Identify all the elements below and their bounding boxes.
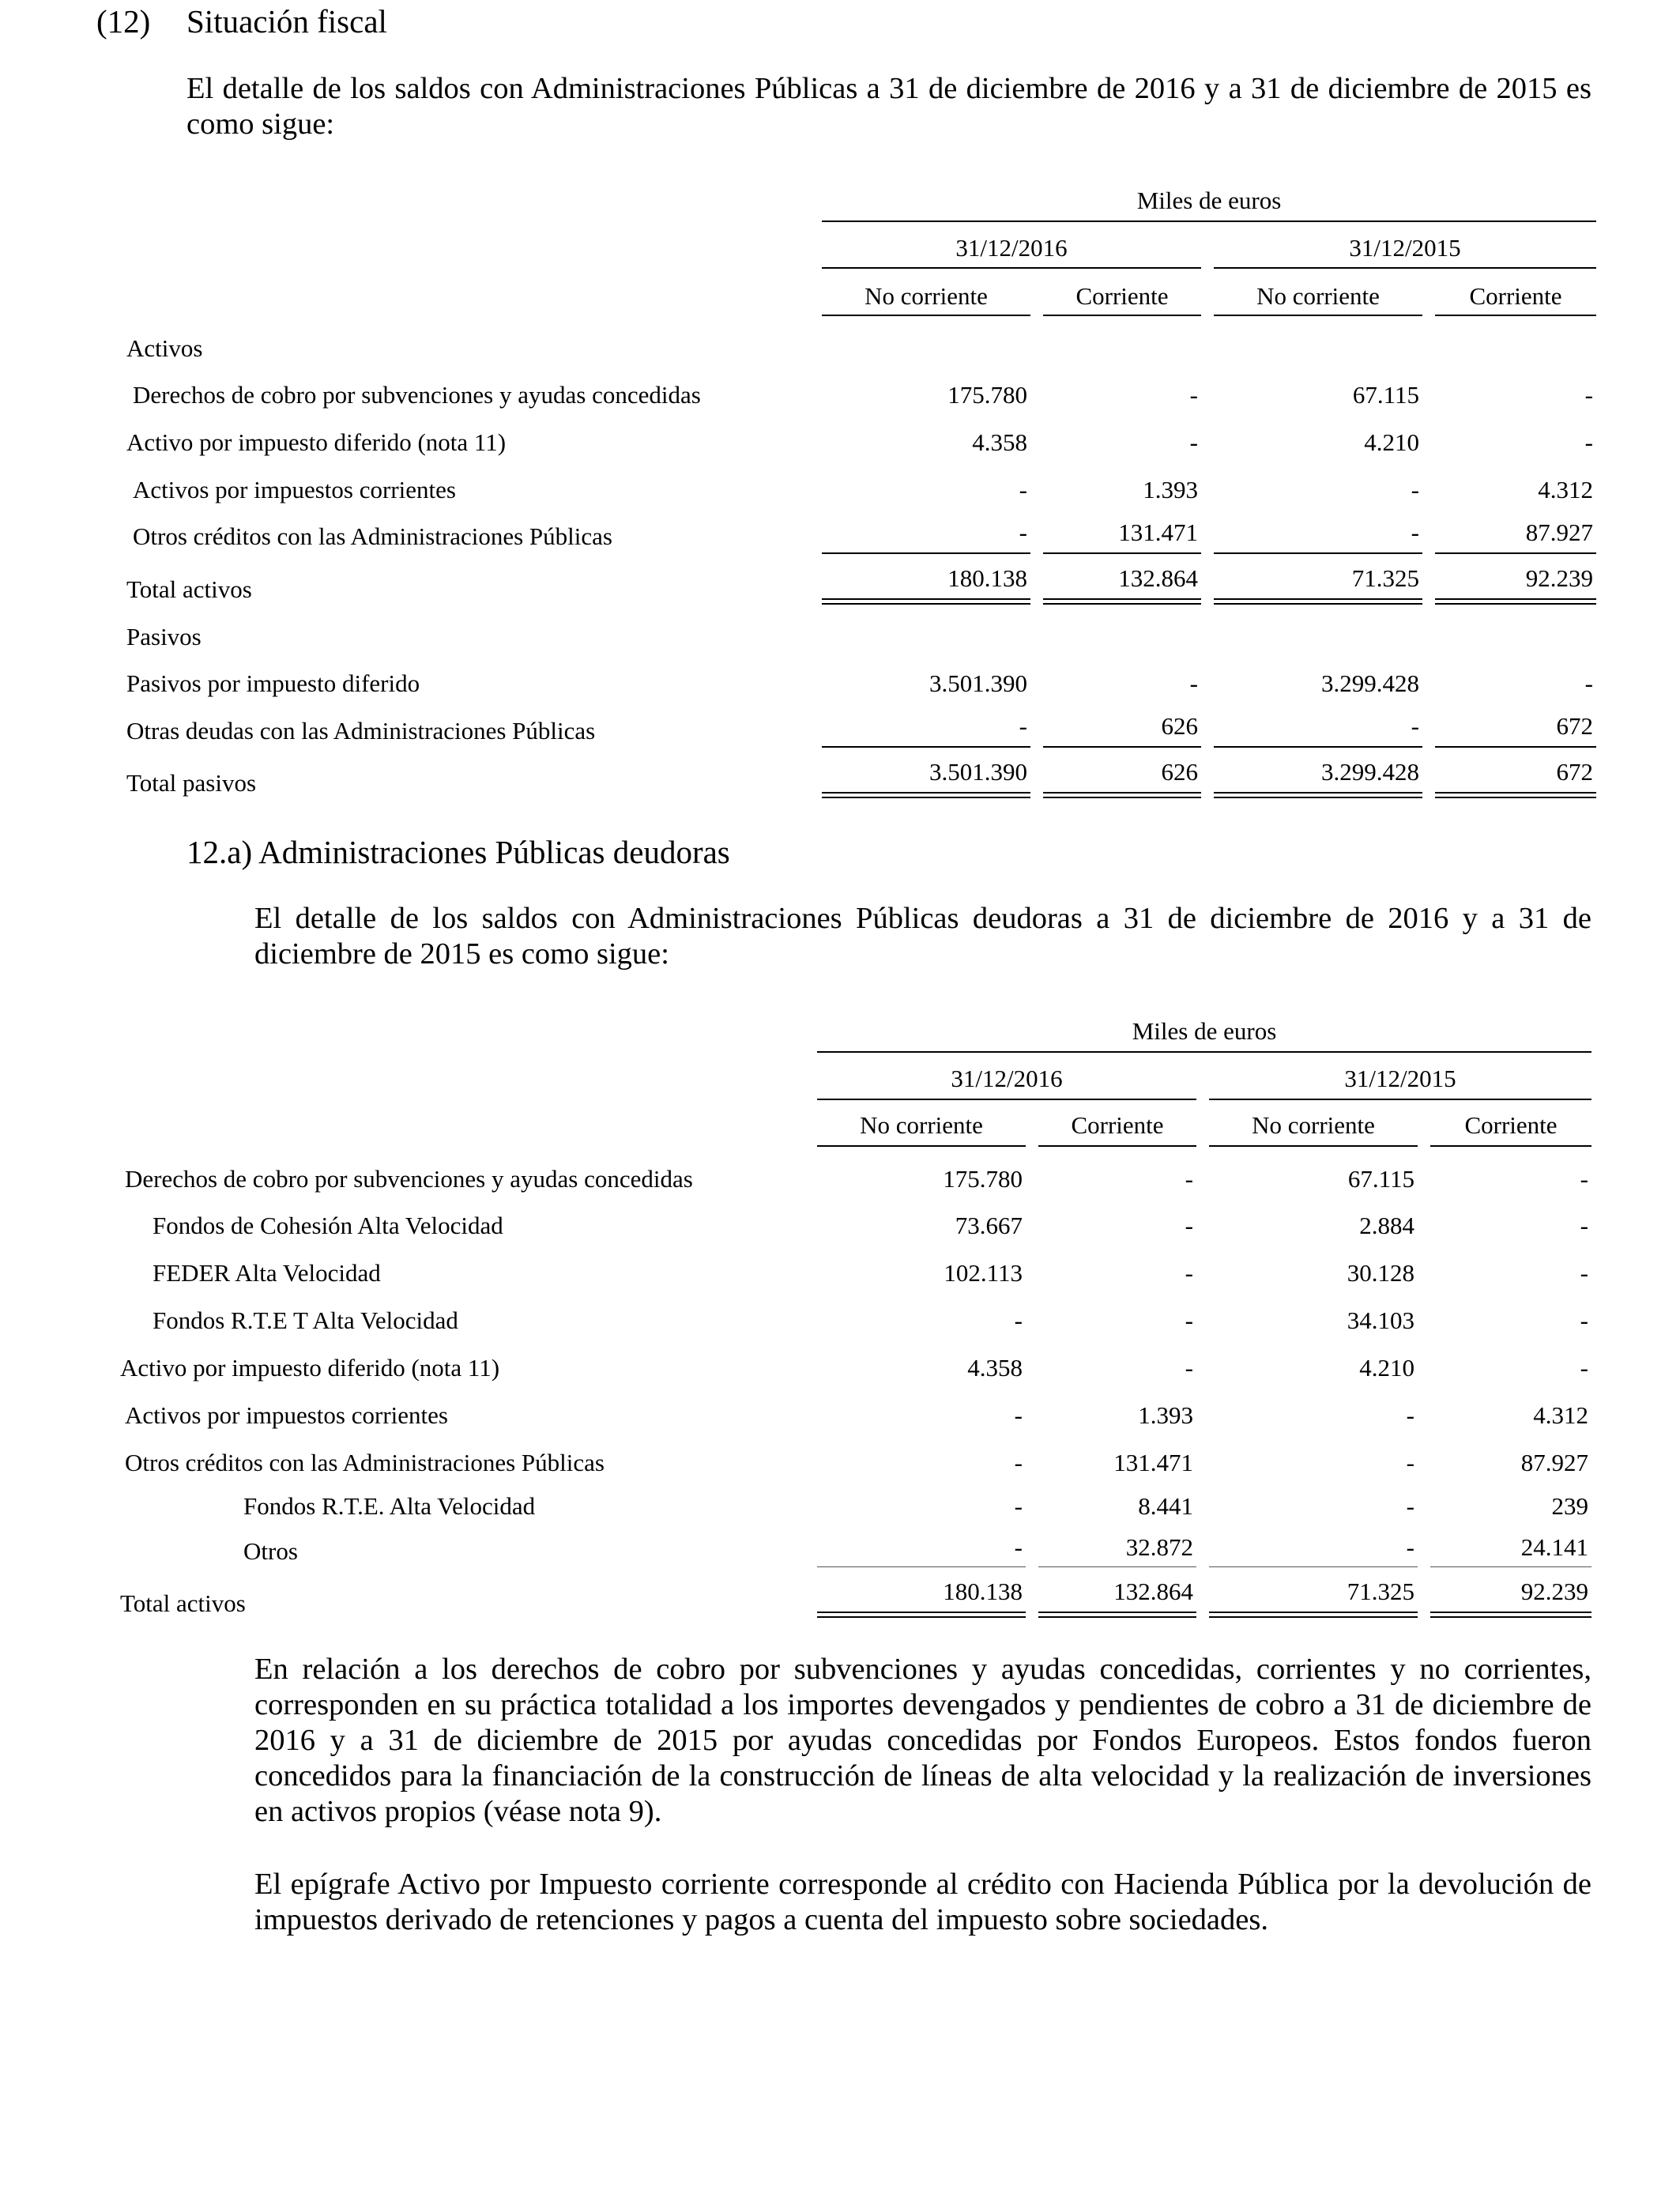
table1-cell: -	[1584, 669, 1593, 697]
closing-paragraph-2: El epígrafe Activo por Impuesto corriente corresponde al crédito con Hacienda Pública por la devolución de impuestos derivado de retenciones y pagos a cuenta del impuesto sobre sociedades.	[254, 1868, 1591, 1936]
table1-row-label: Pasivos por impuesto diferido	[126, 669, 420, 697]
table1-cell: 4.358	[972, 428, 1027, 456]
table1-cell: 132.864	[1118, 564, 1198, 592]
table2-cell: 34.103	[1347, 1306, 1414, 1334]
table1-subcol-rule	[1043, 315, 1201, 316]
table1-cell: 1.393	[1143, 476, 1198, 503]
table2-cell: -	[1014, 1449, 1023, 1476]
table2-row-label: Activo por impuesto diferido (nota 11)	[120, 1354, 500, 1382]
table2-subtotal-rule	[1209, 1566, 1418, 1567]
subsection-intro: El detalle de los saldos con Administraciones Públicas deudoras a 31 de diciembre de 2016 y a 31 de diciembre de 2015 es como sigue:	[254, 902, 1591, 971]
table1-subtotal-rule	[1043, 746, 1201, 748]
table1-cell: 4.210	[1364, 428, 1419, 456]
table1-cell: 626	[1161, 758, 1198, 786]
table2-subtotal-rule	[1038, 1566, 1196, 1567]
table1-total-rule	[1043, 598, 1201, 605]
table2-cell: 71.325	[1347, 1578, 1414, 1605]
table2-cell: -	[1014, 1306, 1023, 1334]
table2-cell: 180.138	[943, 1578, 1023, 1605]
table2-subcol: Corriente	[1071, 1111, 1164, 1139]
table2-cell: 67.115	[1347, 1165, 1414, 1193]
table2-unit-header: Miles de euros	[1132, 1017, 1277, 1045]
table2-cell: -	[1406, 1449, 1414, 1476]
table1-subtotal-rule	[1214, 552, 1422, 554]
table2-cell: 92.239	[1520, 1578, 1588, 1605]
table1-row-label: Pasivos	[126, 623, 202, 650]
table1-subcol: No corriente	[1256, 282, 1380, 310]
table2-cell: 4.210	[1359, 1354, 1414, 1382]
table1-cell: -	[1411, 712, 1419, 740]
table2-cell: -	[1580, 1165, 1588, 1193]
table2-cell: 30.128	[1347, 1259, 1414, 1287]
table1-cell: -	[1019, 712, 1027, 740]
table1-cell: -	[1411, 518, 1419, 546]
table2-cell: -	[1185, 1306, 1193, 1334]
table1-row-label: Otros créditos con las Administraciones Públicas	[133, 522, 612, 550]
table2-row-label: Otros	[243, 1537, 298, 1565]
table2-row-label: Activos por impuestos corrientes	[125, 1401, 448, 1429]
table2-cell: 102.113	[944, 1259, 1023, 1287]
section-intro: El detalle de los saldos con Administraciones Públicas a 31 de diciembre de 2016 y a 31 de diciembre de 2015 es como sigue:	[186, 72, 1591, 141]
table1-total-rule	[822, 598, 1030, 605]
table1-cell: -	[1189, 428, 1198, 456]
table1-cell: -	[1019, 476, 1027, 503]
table1-row-label: Activos por impuestos corrientes	[133, 476, 456, 503]
table2-cell: 4.312	[1533, 1401, 1588, 1429]
table1-row-label: Total pasivos	[126, 769, 257, 797]
table1-cell: -	[1189, 381, 1198, 409]
table1-row-label: Total activos	[126, 575, 252, 603]
table2-subcol-rule	[1209, 1145, 1418, 1147]
table1-cell: -	[1584, 381, 1593, 409]
table2-subcol-rule	[1038, 1145, 1196, 1147]
table1-subtotal-rule	[1435, 746, 1596, 748]
table1-cell: 672	[1556, 758, 1593, 786]
table1-subcol: No corriente	[864, 282, 988, 310]
table2-period-2016: 31/12/2016	[951, 1065, 1063, 1092]
table1-total-rule	[1214, 598, 1422, 605]
table2-subtotal-rule	[1430, 1566, 1591, 1567]
table2-total-rule	[1209, 1612, 1418, 1618]
table2-cell: -	[1185, 1259, 1193, 1287]
table2-period-rule	[817, 1099, 1196, 1100]
table1-cell: 180.138	[947, 564, 1027, 592]
table2-cell: 4.358	[967, 1354, 1023, 1382]
table2-cell: 8.441	[1138, 1492, 1193, 1520]
table1-subcol-rule	[1435, 315, 1596, 316]
table1-cell: -	[1584, 428, 1593, 456]
table1-period-rule	[1214, 267, 1596, 269]
table2-cell: 87.927	[1520, 1449, 1588, 1476]
table2-subcol: No corriente	[1252, 1111, 1375, 1139]
table2-cell: 1.393	[1138, 1401, 1193, 1429]
table1-row-label: Derechos de cobro por subvenciones y ayudas concedidas	[133, 381, 701, 409]
table1-subtotal-rule	[822, 746, 1030, 748]
table1-cell: 4.312	[1538, 476, 1593, 503]
table1-cell: 175.780	[947, 381, 1027, 409]
table1-total-rule	[1043, 792, 1201, 798]
table2-row-label: Fondos de Cohesión Alta Velocidad	[153, 1212, 503, 1239]
table1-total-rule	[822, 792, 1030, 798]
table1-row-label: Activo por impuesto diferido (nota 11)	[126, 428, 507, 456]
table2-row-label: Fondos R.T.E T Alta Velocidad	[153, 1306, 458, 1334]
closing-paragraph-1: En relación a los derechos de cobro por subvenciones y ayudas concedidas, corrientes y no corrientes, corresponden en su práctica totalidad a los importes devengados y pendientes de cobro a 31 de diciembre de 2016 y a 31 de diciembre de 2015 por ayudas concedidas por Fondos Europeos. Estos fondos fueron concedidos para la financiación de la construcción de líneas de alta velocidad y la realización de inversiones en activos propios (véase nota 9).	[254, 1653, 1591, 1828]
table1-subtotal-rule	[1214, 746, 1422, 748]
table2-total-rule	[817, 1612, 1026, 1618]
table2-cell: -	[1185, 1165, 1193, 1193]
table2-cell: -	[1014, 1401, 1023, 1429]
table2-cell: -	[1406, 1492, 1414, 1520]
table1-subcol: Corriente	[1469, 282, 1562, 310]
table2-cell: 239	[1551, 1492, 1588, 1520]
table1-cell: 626	[1161, 712, 1198, 740]
table2-cell: -	[1185, 1212, 1193, 1239]
table1-total-rule	[1435, 792, 1596, 798]
table1-cell: -	[1019, 518, 1027, 546]
table2-cell: -	[1580, 1354, 1588, 1382]
table1-total-rule	[1435, 598, 1596, 605]
table2-cell: -	[1580, 1212, 1588, 1239]
table1-subtotal-rule	[1435, 552, 1596, 554]
table2-cell: 175.780	[943, 1165, 1023, 1193]
table2-cell: 24.141	[1520, 1533, 1588, 1561]
table2-cell: 131.471	[1113, 1449, 1193, 1476]
table2-row-label: Otros créditos con las Administraciones Públicas	[125, 1449, 605, 1476]
table1-cell: -	[1411, 476, 1419, 503]
table2-total-rule	[1430, 1612, 1591, 1618]
table1-cell: -	[1189, 669, 1198, 697]
table2-cell: -	[1014, 1492, 1023, 1520]
table2-row-label: FEDER Alta Velocidad	[153, 1259, 381, 1287]
table2-row-label: Fondos R.T.E. Alta Velocidad	[243, 1492, 536, 1520]
table2-cell: -	[1406, 1533, 1414, 1561]
table1-subtotal-rule	[822, 552, 1030, 554]
table2-period-2015: 31/12/2015	[1344, 1065, 1456, 1092]
table1-cell: 92.239	[1525, 564, 1593, 592]
table1-row-label: Activos	[126, 334, 203, 362]
table2-cell: -	[1014, 1533, 1023, 1561]
table1-period-rule	[822, 267, 1201, 269]
table2-subcol-rule	[817, 1145, 1026, 1147]
section-number: (12)	[96, 3, 151, 40]
table2-cell: -	[1580, 1306, 1588, 1334]
table2-row-label: Total activos	[120, 1589, 246, 1617]
table2-subtotal-rule	[817, 1566, 1026, 1567]
table1-header-rule	[822, 221, 1596, 222]
table2-total-rule	[1038, 1612, 1196, 1618]
table2-cell: 73.667	[955, 1212, 1023, 1239]
table2-row-label: Derechos de cobro por subvenciones y ayudas concedidas	[125, 1165, 693, 1193]
table1-cell: 71.325	[1351, 564, 1419, 592]
table2-period-rule	[1209, 1099, 1591, 1100]
table2-subcol-rule	[1430, 1145, 1591, 1147]
table1-subcol-rule	[822, 315, 1030, 316]
table2-header-rule	[817, 1051, 1591, 1053]
table2-subcol: Corriente	[1464, 1111, 1558, 1139]
table2-subcol: No corriente	[860, 1111, 983, 1139]
table1-subcol-rule	[1214, 315, 1422, 316]
section-title: Situación fiscal	[186, 3, 387, 40]
subsection-title: 12.a) Administraciones Públicas deudoras	[186, 834, 730, 870]
table1-cell: 131.471	[1118, 518, 1198, 546]
table2-cell: 132.864	[1113, 1578, 1193, 1605]
table1-cell: 672	[1556, 712, 1593, 740]
table1-cell: 87.927	[1525, 518, 1593, 546]
table1-cell: 3.299.428	[1321, 669, 1419, 697]
table1-subcol: Corriente	[1075, 282, 1169, 310]
table2-cell: -	[1406, 1401, 1414, 1429]
table2-cell: 32.872	[1125, 1533, 1193, 1561]
table2-cell: -	[1185, 1354, 1193, 1382]
table1-cell: 67.115	[1352, 381, 1419, 409]
table1-cell: 3.501.390	[929, 669, 1027, 697]
table1-cell: 3.299.428	[1321, 758, 1419, 786]
table1-period-2015: 31/12/2015	[1349, 234, 1461, 262]
table2-cell: 2.884	[1359, 1212, 1414, 1239]
table2-cell: -	[1580, 1259, 1588, 1287]
table1-total-rule	[1214, 792, 1422, 798]
table1-row-label: Otras deudas con las Administraciones Públicas	[126, 717, 596, 745]
table1-cell: 3.501.390	[929, 758, 1027, 786]
table1-period-2016: 31/12/2016	[955, 234, 1068, 262]
table1-unit-header: Miles de euros	[1136, 187, 1282, 214]
table1-subtotal-rule	[1043, 552, 1201, 554]
